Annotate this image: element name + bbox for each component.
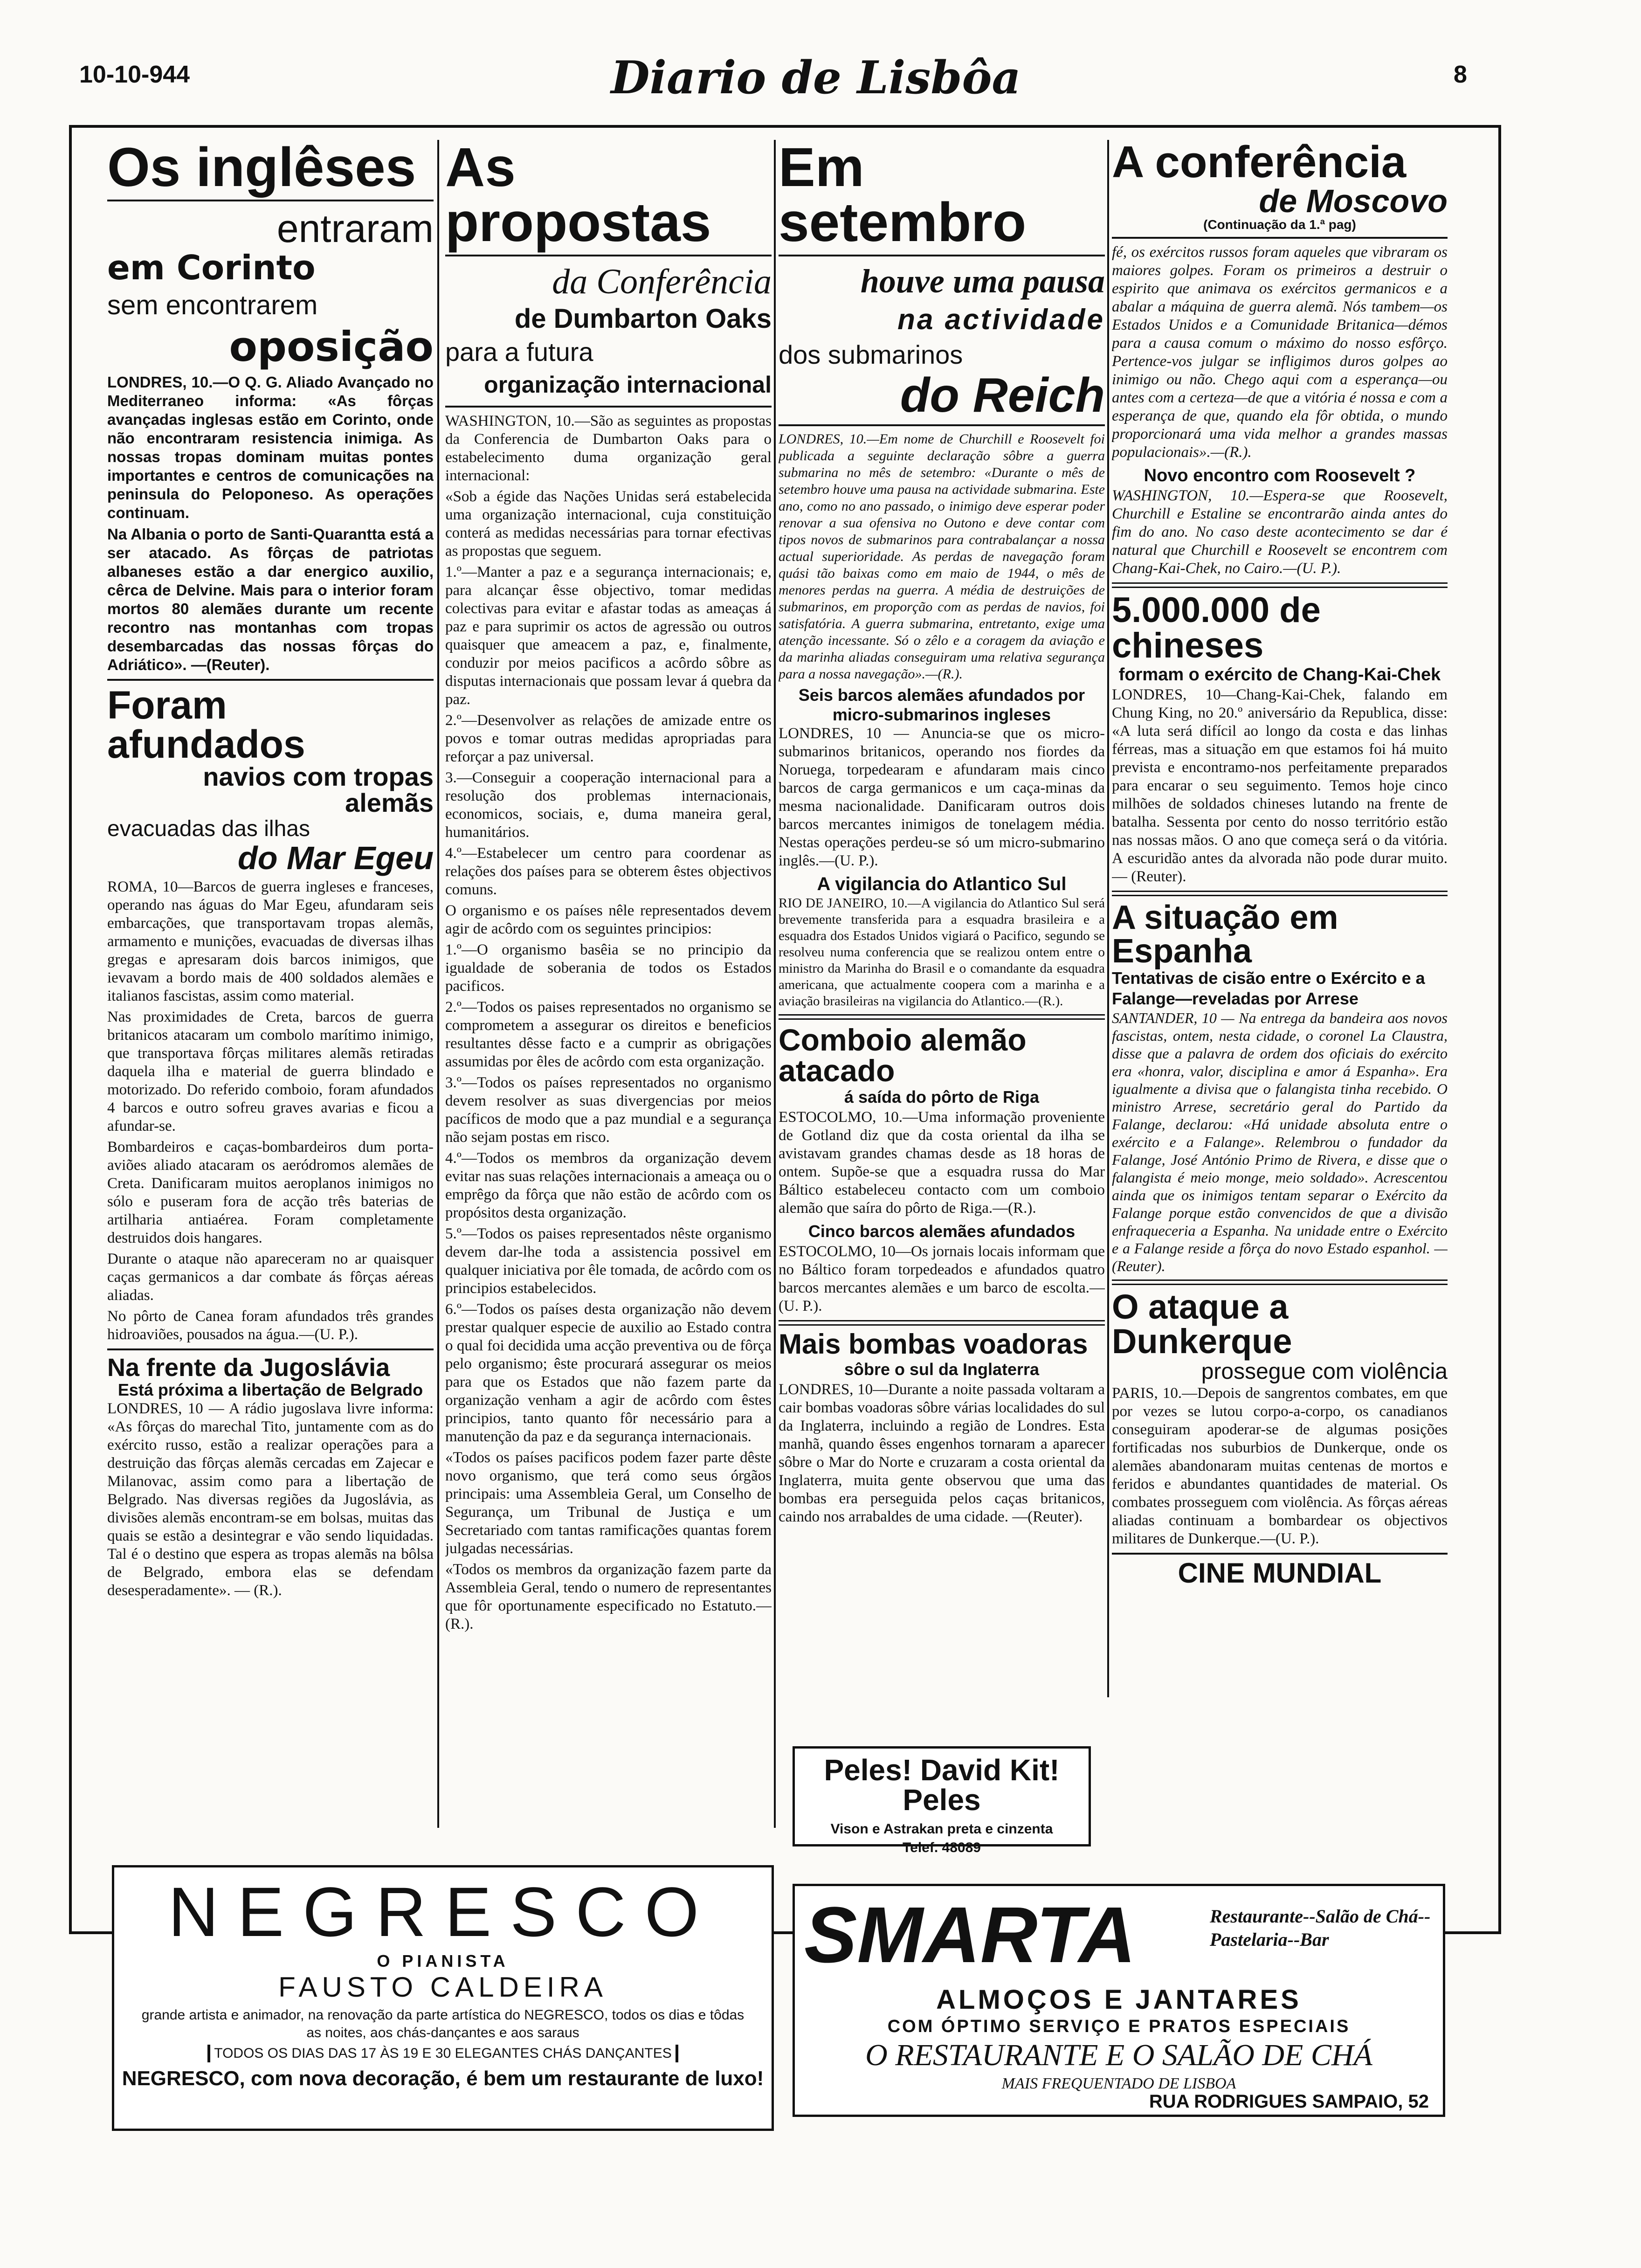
headline: Comboio alemão atacado [779, 1023, 1027, 1088]
ad-line: TODOS OS DIAS DAS 17 ÀS 19 E 30 ELEGANTES CHÁS DANÇANTES [207, 2045, 678, 2062]
headline: Mais bombas voadoras [779, 1328, 1088, 1360]
deck: Tentativas de cisão entre o Exército e a Falange—reveladas por Arrese [1112, 968, 1425, 1008]
article-paragraph: LONDRES, 10.—O Q. G. Aliado Avançado no Mediterraneo informa: «As fôrças avançadas inglesas estão em Corinto, onde não encontraram resistencia inimiga. As nossas tropas dominam muitas pontes importantes e centros de comunicações na peninsula do Peloponeso. As operações continuam. [107, 373, 434, 521]
article-paragraph: SANTANDER, 10 — Na entrega da bandeira aos novos fascistas, ontem, nesta cidade, o coronel La Claustra, disse que a palavra de ordem dos oficiais do exército era «honra, valor, disciplina e amor á Espanha». Era igualmente a divisa que o falangista tinha recebido. O ministro Arrese, secretário geral do Partido da Falange, declarou: «Há unidade absoluta entre o exército e a Falange». Relembrou o fundador da Falange, José António Primo de Rivera, e disse que o falangista é meio monge, meio soldado». Acrescentou ainda que os inimigos tentam separar o Exército da Falange porque estão convencidos de que a divisão enfraqueceria a Espanha. Na unidade entre o Exército e a Falange reside a fôrça do novo Estado espanhol. — (Reuter). [1112, 1010, 1448, 1274]
headline: A situação em Espanha [1112, 899, 1338, 970]
deck: na actividade [897, 304, 1105, 336]
deck: entraram [276, 207, 434, 250]
article-paragraph: RIO DE JANEIRO, 10.—A vigilancia do Atlantico Sul será brevemente transferida para a esquadra brasileira e a esquadra dos Estados Unidos vigiará o Pacifico, segundo se resolveu numa conferencia que se realizou ontem entre o ministro da Marinha do Brasil e o comandante da esquadra americana, que actualmente coopera com a marinha e a aviação brasileiras na vigilancia do Atlantico.—(R.). [779, 896, 1105, 1009]
deck: em Corinto [107, 248, 316, 287]
ad-line: O PIANISTA [377, 1951, 509, 1971]
column-rule [1107, 140, 1109, 1697]
article-paragraph: 4.º—Estabelecer um centro para coordenar as relações dos países para se obterem êstes objectivos comuns. [445, 845, 772, 898]
deck: sôbre o sul da Inglaterra [844, 1360, 1040, 1379]
column-3 [779, 140, 1105, 1567]
article-paragraph: LONDRES, 10—Durante a noite passada voltaram a cair bombas voadoras sôbre várias localidades do sul da Inglaterra, incluindo a região de Londres. Esta manhã, quando êsses engenhos tornaram a aparecer sôbre o Mar do Norte e cruzaram a costa oriental da Inglaterra, muita gente observou que uma das bombas era perseguida pelos caças britanicos, caindo nos arrabaldes de uma cidade. —(Reuter). [779, 1381, 1105, 1525]
article-paragraph: «Todos os membros da organização fazem parte da Assembleia Geral, tendo o numero de representantes que fôr oportunamente especificado no Estatuto.—(R.). [445, 1561, 772, 1632]
article-paragraph: O organismo e os países nêle representados devem agir de acôrdo com os seguintes principios: [445, 902, 772, 937]
subheadline: Cinco barcos alemães afundados [808, 1222, 1076, 1241]
column-1 [107, 140, 434, 1828]
article-paragraph: 2.º—Todos os paises representados no organismo se comprometem a assegurar os direitos e beneficios resultantes dêsse facto e a cumprir as obrigações assumidas por êles de acôrdo com esta organização. [445, 999, 772, 1070]
continuation-note: (Continuação da 1.ª pag) [1203, 217, 1356, 232]
article-paragraph: 2.º—Desenvolver as relações de amizade entre os povos e tomar outras medidas apropriadas para reforçar a paz universal. [445, 712, 772, 765]
divider [1112, 1279, 1448, 1285]
subheadline: A vigilancia do Atlantico Sul [817, 874, 1067, 894]
peles-advertisement [793, 1746, 1091, 1855]
headline: Na frente da Jugoslávia [107, 1354, 390, 1382]
headline: A conferência [1112, 140, 1407, 187]
divider [779, 1014, 1105, 1020]
headline: 5.000.000 de chineses [1112, 590, 1321, 665]
ad-brand: SMARTA [804, 1891, 1136, 1979]
article-paragraph: LONDRES, 10 — A rádio jugoslava livre informa: «As fôrças do marechal Tito, juntamente com as do exército russo, estão a realizar operações para a destruição das fôrças alemãs cercadas em Zajecar e Milanovac, assim como para a libertação de Belgrado. Nas diversas regiões da Jugoslávia, as divisões alemãs encontram-se em bolsas, muitas das quais se estão a desintegrar e vão sendo liquidadas. Tal é o destino que espera as tropas alemãs na bôlsa de Belgrado, embora elas se defendam desesperadamente». — (R.). [107, 1400, 434, 1599]
negresco-advertisement [112, 1865, 774, 2131]
deck: Está próxima a libertação de Belgrado [117, 1380, 423, 1399]
article-paragraph: 6.º—Todos os países desta organização não devem prestar qualquer especie de auxilio ao Estado contra o qual foi decidida uma acção preventiva ou de fôrça pelo organismo; êste procurará assegurar os meios para que os Estados que não fazem parte da organização venham a agir de acôrdo com êstes principios, tanto quanto fôr necessário para a manutenção da paz e da segurança internacionais. [445, 1301, 772, 1445]
cinema-name: CINE MUNDIAL [1178, 1557, 1382, 1589]
ad-line: MAIS FREQUENTADO DE LISBOA [1001, 2075, 1236, 2092]
divider [107, 1348, 434, 1350]
article-paragraph: 1.º—O organismo basêia se no principio da igualdade de soberania de todos os Estados pacificos. [445, 941, 772, 995]
article-paragraph: Na Albania o porto de Santi-Quarantta está a ser atacado. As fôrças de patriotas albaneses estão a dar energico auxilio, cêrca de Delvine. Mais para o interior foram mortos 80 alemães durante um recente recontro nas montanhas com tropas desembarcadas das nossas fôrças do Adriático». —(Reuter). [107, 526, 434, 673]
newspaper-title: Diario de Lisbôa [611, 51, 1021, 104]
deck: evacuadas das ilhas [107, 816, 310, 841]
article-paragraph: 5.º—Todos os paises representados nêste organismo devem dar-lhe toda a assistencia possivel em qualquer iniciativa por êle tomada, de acôrdo com os principios estabelecidos. [445, 1225, 772, 1297]
divider [1112, 891, 1448, 896]
article-paragraph: ROMA, 10—Barcos de guerra ingleses e franceses, operando nas águas do Mar Egeu, afundaram seis embarcações, que transportavam tropas alemãs, armamento e munições, evacuadas de diversas ilhas gregas e apresaram dois barcos inimigos, que ievavam a bordo mais de 400 soldados alemães e italianos fascistas, assim como material. [107, 878, 434, 1004]
deck: formam o exército de Chang-Kai-Chek [1118, 665, 1441, 685]
deck: para a futura [445, 337, 593, 366]
deck: de Moscovo [1259, 183, 1448, 219]
article-paragraph: Durante o ataque não apareceram no ar quaisquer caças germanicos a dar combate ás fôrças aéreas aliadas. [107, 1251, 434, 1304]
headline: As propostas [445, 140, 711, 253]
ad-line: ALMOÇOS E JANTARES [936, 1984, 1302, 2015]
headline: Foram afundados [107, 683, 305, 766]
divider [445, 255, 772, 256]
article-paragraph: ESTOCOLMO, 10.—Uma informação proveniente de Gotland diz que da costa oriental da ilha se avistavam grandes chamas desde as 18 horas de ontem. Supõe-se que a esquadra russa do Mar Báltico estabeleceu contacto com um comboio alemão que saíra do pôrto de Riga.—(R.). [779, 1109, 1105, 1217]
article-paragraph: 3.—Conseguir a cooperação internacional para a resolução dos problemas internacionais, economicos, sociais, e, duma maneira geral, humanitários. [445, 769, 772, 841]
article-paragraph: «Sob a égide das Nações Unidas será estabelecida uma organização internacional, cuja constituição conterá as medidas necessárias para tornar efectivas as propostas que seguem. [445, 488, 772, 560]
deck: oposição [229, 323, 434, 371]
deck: sem encontrarem [107, 290, 318, 320]
deck: da Conferência [552, 262, 772, 301]
ad-address: RUA RODRIGUES SAMPAIO, 52 [1149, 2091, 1429, 2112]
ad-line: grande artista e animador, na renovação da parte artística do NEGRESCO, todos os dias e tôdas as noites, aos chás-dançantes e aos saraus [141, 2007, 745, 2040]
subheadline: Seis barcos alemães afundados por micro-submarinos ingleses [798, 685, 1085, 724]
divider [779, 424, 1105, 426]
article-paragraph: LONDRES, 10 — Anuncia-se que os micro-submarinos britanicos, operando nos fiordes da Noruega, torpedearam e afundaram mais cinco barcos de carga germanicos e um caça-minas da mesma nacionalidade. Danificaram outros dois barcos mercantes inimigos de tonelagem média. Nestas operações perdeu-se só um micro-submarino inglês.—(U. P.). [779, 725, 1105, 869]
deck: á saída do pôrto de Riga [844, 1087, 1040, 1106]
ad-line: O RESTAURANTE E O SALÃO DE CHÁ [865, 2038, 1372, 2072]
article-paragraph: 3.º—Todos os países representados no organismo devem resolver as suas divergencias por meios pacíficos de modo que a paz mundial e a segurança não sejam postas em risco. [445, 1074, 772, 1146]
article-paragraph: Nas proximidades de Creta, barcos de guerra britanicos atacaram um combolo marítimo inimigo, que transportava fôrças militares alemãs retiradas daquela ilha e material de guerra blindado e motorizado. Do referido comboio, foram afundados 4 barcos e outro sofreu graves avarias e ficou a afundar-se. [107, 1009, 434, 1134]
deck: organização internacional [484, 372, 772, 398]
divider [1112, 237, 1448, 239]
column-rule [774, 140, 776, 1828]
ad-tagline: Restaurante--Salão de Chá--Pastelaria--Bar [1210, 1906, 1431, 1950]
article-paragraph: «Todos os países pacificos podem fazer parte dêste novo organismo, que terá como seus órgãos principais: uma Assembleia Geral, um Conselho de Segurança, um Tribunal de Justiça e um Secretariado com tantas ramificações quantas forem julgadas necessárias. [445, 1449, 772, 1557]
smarta-advertisement [793, 1884, 1445, 2117]
article-paragraph: fé, os exércitos russos foram aqueles que vibraram os maiores golpes. Foram os primeiros a destruir o espirito que animava os exércitos germanicos e a abalar a máquina de guerra alemã. Nós tambem—os Estados Unidos e a Comunidade Britanica—démos para a causa comum o máximo do nosso esfôrço. Pertence-vos julgar se infligimos duros golpes ao inimigo ou não. Chego aqui com a esperança—ou antes com a certeza—de que a vitória é nossa e com a esperança de que, quando ela fôr obtida, o mundo proporcionará uma vida melhor a grandes massas populacionais».—(R.). [1112, 244, 1448, 461]
article-paragraph: LONDRES, 10—Chang-Kai-Chek, falando em Chung King, no 20.º aniversário da Republica, disse: «A luta será difícil ao longo da costa e das linhas férreas, mas a situação em que estamos foi há muito prevista e encontramo-nos perfeitamente preparados para encarar o seu seguimento. Temos hoje cinco milhões de soldados chineses lutando na frente de batalha. Sessenta por cento do nosso território estão nas nossas mãos. O ano que começa será o da vitória. A escuridão antes da alvorada não pode durar muito.— (Reuter). [1112, 686, 1448, 885]
article-paragraph: Bombardeiros e caças-bombardeiros dum porta-aviões aliado atacaram os aeródromos alemães de Creta. Danificaram muitos aeroplanos inimigos no sólo e puseram fora de acção três baterias de artilharia antiaérea. Foram completamente destruidos dois hangares. [107, 1139, 434, 1246]
article-paragraph: ESTOCOLMO, 10—Os jornais locais informam que no Báltico foram torpedeados e afundados quatro barcos mercantes alemães e um barco de escolta.—(U. P.). [779, 1243, 1105, 1314]
article-paragraph: WASHINGTON, 10.—Espera-se que Roosevelt, Churchill e Estaline se encontrarão ainda antes do fim do ano. No caso deste acontecimento se dar é natural que Churchill e Roosevelt se encontrem com Chang-Kai-Chek, no Cairo.—(U. P.). [1112, 487, 1448, 577]
deck: prossegue com violência [1201, 1359, 1448, 1384]
ad-brand: NEGRESCO [168, 1873, 718, 1951]
divider [107, 679, 434, 681]
headline: Em setembro [779, 140, 1027, 253]
article-paragraph: WASHINGTON, 10.—São as seguintes as propostas da Conferencia de Dumbarton Oaks para o estabelecimento duma organização geral internacional: [445, 413, 772, 484]
column-2 [445, 140, 772, 1828]
column-4 [1112, 140, 1448, 1846]
article-paragraph: PARIS, 10.—Depois de sangrentos combates, em que por vezes se lutou corpo-a-corpo, os canadianos conseguiram apoderar-se de algumas posições fortificadas nos suburbios de Dunkerque, onde os alemães abandonaram muitas centenas de mortos e feridos e abundantes quantidades de material. Os combates prosseguem com violência. As fôrças aéreas aliadas continuam a bombardear os objectivos militares de Dunkerque.—(U. P.). [1112, 1385, 1448, 1547]
deck: de Dumbarton Oaks [514, 304, 772, 334]
ad-line: NEGRESCO, com nova decoração, é bem um restaurante de luxo! [122, 2067, 764, 2090]
article-paragraph: No pôrto de Canea foram afundados três grandes hidroaviões, pousados na água.—(U. P.). [107, 1308, 434, 1343]
divider [107, 200, 434, 201]
deck: do Reich [900, 368, 1105, 422]
divider [1112, 582, 1448, 588]
deck: navios com tropas alemãs [203, 762, 434, 817]
column-rule [437, 140, 439, 1828]
divider [779, 1320, 1105, 1326]
article-paragraph: 1.º—Manter a paz e a segurança internacionais; e, para alcançar êsse objectivo, tomar medidas colectivas para evitar e afastar todas as ameaças á paz e para suprimir os actos de agressão ou outros quaisquer que ameacem a paz, e, finalmente, conduzir por meios pacificos a acôrdo sôbre as disputas internacionais que possam levar á quebra da paz. [445, 564, 772, 708]
deck: houve uma pausa [860, 263, 1105, 300]
deck: do Mar Egeu [237, 840, 434, 876]
divider [779, 255, 1105, 256]
ad-phone: Telef. 48089 [903, 1840, 981, 1855]
article-paragraph: LONDRES, 10.—Em nome de Churchill e Roosevelt foi publicada a seguinte declaração sôbre a guerra submarina no mês de setembro: «Durante o mês de setembro houve uma pausa na actividade submarina. Este ano, como no ano passado, o inimigo deve esperar poder renovar a sua ofensiva no Outono e deve contar com tipos novos de submarinos para contrabalançar a nossa actual superioridade. As perdas de navegação foram quási tão baixas como em maio de 1944, o mês de menores perdas na guerra. A média de destruições de submarinos, em proporção com as perdas de navios, foi satisfatória. A guerra submarina, entretanto, exige uma atenção incessante. Só o zêlo e a coragem da aviação e da marinha aliadas conseguiram uma relativa segurança para a nossa navegação».—(R.). [779, 431, 1105, 682]
deck: dos submarinos [779, 340, 963, 369]
ad-headline: Peles! David Kit! Peles [824, 1753, 1060, 1817]
headline: O ataque a Dunkerque [1112, 1287, 1292, 1361]
ad-line: COM ÓPTIMO SERVIÇO E PRATOS ESPECIAIS [887, 2017, 1351, 2036]
divider [445, 406, 772, 408]
article-paragraph: 4.º—Todos os membros da organização devem evitar nas suas relações internacionais a ameaça ou o emprêgo da fôrça que não estão de acôrdo com os propósitos desta organização. [445, 1150, 772, 1221]
ad-line: FAUSTO CALDEIRA [278, 1971, 607, 2003]
divider [1112, 1553, 1448, 1555]
headline: Os inglêses [107, 140, 416, 198]
subheadline: Novo encontro com Roosevelt ? [1144, 466, 1416, 485]
page-number: 8 [1454, 61, 1467, 88]
issue-date: 10-10-944 [79, 61, 190, 88]
ad-line: Vison e Astrakan preta e cinzenta [830, 1821, 1053, 1837]
